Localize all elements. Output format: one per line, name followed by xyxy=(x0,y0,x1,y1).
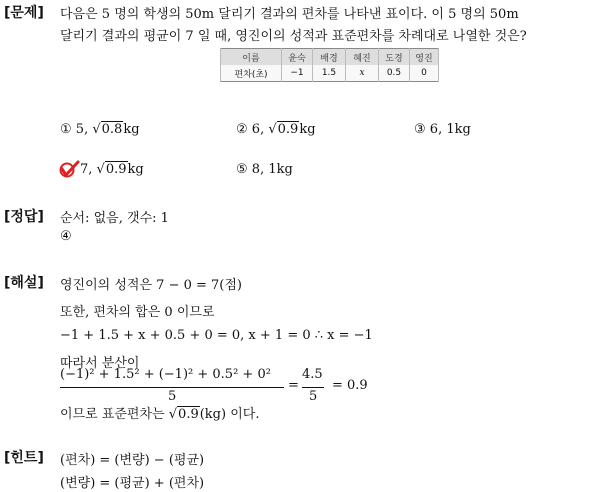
result-fraction xyxy=(302,367,326,407)
choice-number: ① xyxy=(60,122,72,137)
std-dev-suffix: (kg) 이다. xyxy=(199,407,260,422)
fraction-denominator: 5 xyxy=(168,389,177,404)
table-cell: 윤숙 xyxy=(282,49,313,66)
hint-tag: [힌트] xyxy=(4,450,44,466)
table-row xyxy=(221,65,439,82)
choice-value: 7, xyxy=(80,162,93,177)
hint-line-1: (편차) = (변량) − (평균) xyxy=(60,453,205,468)
sqrt-expression: √0.9 xyxy=(96,162,127,177)
fraction-bar xyxy=(60,387,284,388)
answer-line-1: 순서: 없음, 갯수: 1 xyxy=(60,211,169,226)
radicand: 0.9 xyxy=(178,407,199,422)
solution-line-3: −1 + 1.5 + x + 0.5 + 0 = 0, x + 1 = 0 ∴ x = −1 xyxy=(60,328,373,343)
radicand: 0.8 xyxy=(101,122,123,137)
choice-number: ② xyxy=(236,122,248,137)
hint-line-2: (변량) = (평균) + (편차) xyxy=(60,476,205,491)
table-cell: 배경 xyxy=(313,49,346,66)
choice-unit: kg xyxy=(127,162,144,177)
choice-text: 8, 1kg xyxy=(251,162,293,177)
variance-fraction xyxy=(60,367,290,407)
sqrt-expression: √0.9 xyxy=(268,122,299,137)
choice-5[interactable] xyxy=(236,162,293,177)
choice-number: ⑤ xyxy=(236,162,248,177)
table-cell: x xyxy=(346,65,379,82)
table-cell: 1.5 xyxy=(313,65,346,82)
fraction-bar xyxy=(302,387,324,388)
table-cell: 혜진 xyxy=(346,49,379,66)
radicand: 0.9 xyxy=(277,122,299,137)
fraction-numerator: 4.5 xyxy=(302,367,323,382)
choice-unit: kg xyxy=(299,122,316,137)
solution-line-2: 또한, 편차의 합은 0 이므로 xyxy=(60,305,215,320)
solution-tag: [해설] xyxy=(4,275,44,291)
answer-line-2: ④ xyxy=(60,229,72,244)
table-cell: 이름 xyxy=(221,49,282,66)
table-cell: 영진 xyxy=(410,49,439,66)
choice-2[interactable] xyxy=(236,122,316,137)
problem-line-2: 달리기 결과의 평균이 7 일 때, 영진이의 성적과 표준편차를 차례대로 나열한 것은? xyxy=(60,29,527,44)
deviation-table xyxy=(220,48,439,82)
choice-unit: kg xyxy=(123,122,140,137)
answer-tag: [정답] xyxy=(4,209,44,225)
solution-line-6 xyxy=(60,403,259,422)
radicand: 0.9 xyxy=(105,162,127,177)
variance-result: = 0.9 xyxy=(332,378,368,393)
table-cell: 0.5 xyxy=(379,65,410,82)
sqrt-expression: √0.9 xyxy=(168,407,199,422)
problem-tag: [문제] xyxy=(4,5,44,21)
table-cell: 0 xyxy=(410,65,439,82)
check-mark-icon xyxy=(58,160,80,178)
table-cell: −1 xyxy=(282,65,313,82)
problem-line-1: 다음은 5 명의 학생의 50m 달리기 결과의 편차를 나타낸 표이다. 이 5 명의 50m xyxy=(60,7,519,22)
choice-number: ③ xyxy=(414,122,426,137)
choice-value: 5, xyxy=(75,122,89,137)
solution-line-4: 따라서 분산이 xyxy=(60,356,140,371)
solution-line-1: 영진이의 성적은 7 − 0 = 7(점) xyxy=(60,278,242,293)
table-cell: 편차(초) xyxy=(221,65,282,82)
choice-3[interactable] xyxy=(414,122,471,137)
std-dev-text: 이므로 표준편차는 xyxy=(60,407,165,422)
choice-4[interactable] xyxy=(80,162,144,177)
fraction-numerator: (−1)² + 1.5² + (−1)² + 0.5² + 0² xyxy=(60,367,271,382)
choice-value: 6, xyxy=(251,122,265,137)
equals-sign: = xyxy=(288,378,299,393)
choice-text: 6, 1kg xyxy=(429,122,471,137)
fraction-denominator: 5 xyxy=(309,389,318,404)
table-header-row xyxy=(221,49,439,66)
sqrt-expression: √0.8 xyxy=(92,122,123,137)
table-cell: 도경 xyxy=(379,49,410,66)
choice-1[interactable] xyxy=(60,122,140,137)
